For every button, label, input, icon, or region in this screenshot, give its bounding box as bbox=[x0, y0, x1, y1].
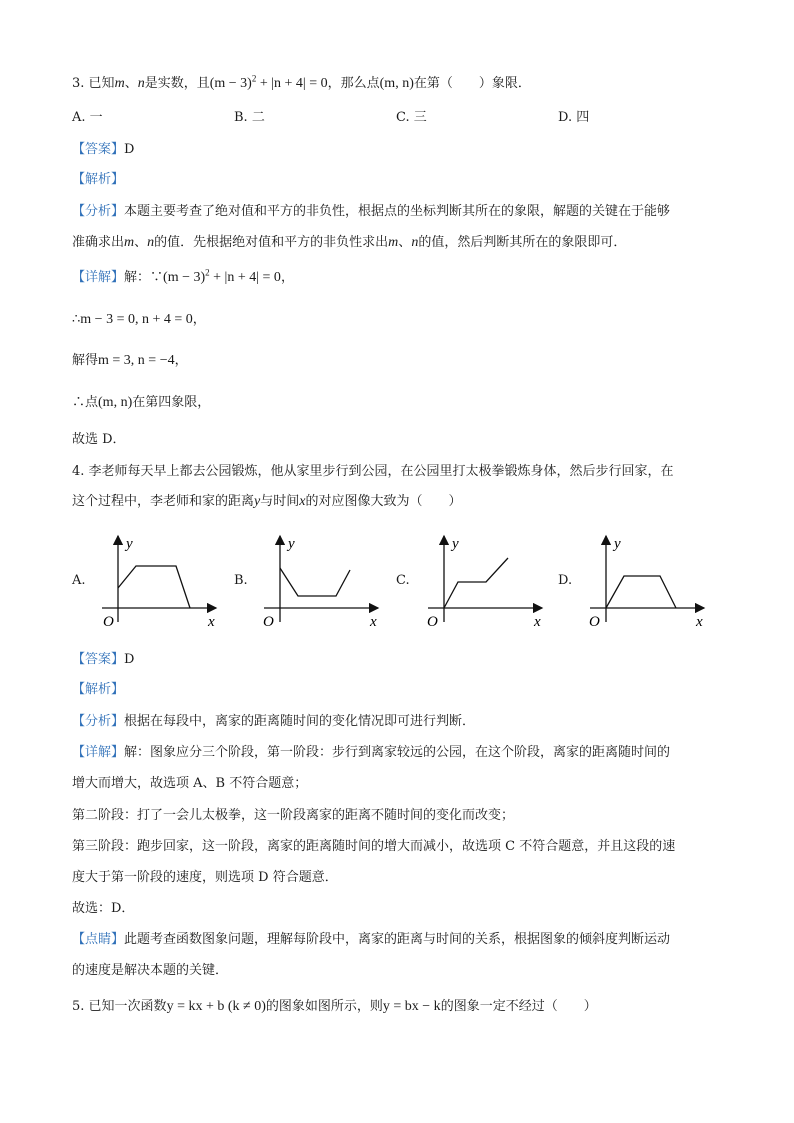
q4-stem-line-2: 这个过程中，李老师和家的距离y与时间x的对应图像大致为（ ） bbox=[72, 494, 462, 509]
q3-detail-line-3: 解得m = 3, n = −4， bbox=[72, 353, 188, 368]
q3-choose: 故选 D． bbox=[72, 432, 126, 447]
graph-a bbox=[98, 530, 228, 630]
graph-b-letter: B. bbox=[234, 573, 248, 588]
graph-c-letter: C. bbox=[396, 573, 410, 588]
q3-option-c: C. 三 bbox=[396, 110, 427, 125]
q4-choose: 故选：D． bbox=[72, 901, 135, 916]
graph-d-curve bbox=[606, 576, 676, 608]
q5-stem: 5. 已知一次函数y = kx + b (k ≠ 0)的图象如图所示，则y = bx − k的图象一定不经过（ ） bbox=[72, 999, 597, 1014]
graph-b-curve bbox=[280, 568, 350, 596]
graph-c-curve bbox=[444, 558, 508, 608]
q5-number: 5. bbox=[72, 999, 85, 1014]
q4-fenxi: 【分析】根据在每段中，离家的距离随时间的变化情况即可进行判断． bbox=[72, 714, 476, 729]
graph-b-x-label: x bbox=[370, 614, 377, 630]
q3-option-b: B. 二 bbox=[234, 110, 265, 125]
q3-analysis-heading: 【解析】 bbox=[72, 172, 125, 187]
q4-analysis-heading: 【解析】 bbox=[72, 682, 125, 697]
graph-c-y-label: y bbox=[452, 536, 459, 552]
graph-a-x-label: x bbox=[208, 614, 215, 630]
q4-answer: 【答案】D bbox=[72, 652, 135, 667]
q3-fenxi-line-2: 准确求出m、n的值．先根据绝对值和平方的非负性求出m、n的值，然后判断其所在的象限即可． bbox=[72, 235, 627, 250]
q3-number: 3. bbox=[72, 76, 85, 91]
graph-b bbox=[260, 530, 390, 630]
graph-d-y-label: y bbox=[614, 536, 621, 552]
q4-detail-line-5: 度大于第一阶段的速度，则选项 D 符合题意． bbox=[72, 870, 338, 885]
q3-option-d: D. 四 bbox=[558, 110, 590, 125]
q5-function-2: y = bx − k bbox=[382, 999, 441, 1014]
q3-option-a: A. 一 bbox=[72, 110, 103, 125]
q4-dianjing-line-1: 【点睛】此题考查函数图象问题，理解每阶段中，离家的距离与时间的关系，根据图象的倾斜度判断运动 bbox=[72, 932, 671, 947]
q5-function-1: y = kx + b (k ≠ 0) bbox=[166, 999, 266, 1014]
q3-detail-line-1: 【详解】解：∵(m − 3)$^2$ + |n + 4| = 0， bbox=[72, 267, 294, 285]
q3-stem: 3. 已知m、n是实数，且$(m - 3)^2 + |n + 4| = 0$，那么点(m, n)在第（ ）象限． bbox=[72, 73, 531, 91]
q4-detail-line-2: 增大而增大，故选项 A、B 不符合题意； bbox=[72, 776, 308, 791]
q3-detail-line-2: ∴m − 3 = 0, n + 4 = 0， bbox=[72, 312, 206, 327]
graph-d bbox=[586, 530, 716, 630]
graph-a-origin: O bbox=[103, 614, 114, 630]
graph-d-letter: D. bbox=[558, 573, 573, 588]
q4-detail-line-4: 第三阶段：跑步回家，这一阶段，离家的距离随时间的增大而减小，故选项 C 不符合题意，并且这段的速 bbox=[72, 839, 676, 854]
graph-a-letter: A. bbox=[72, 573, 86, 588]
q4-dianjing-line-2: 的速度是解决本题的关键． bbox=[72, 963, 229, 978]
q4-number: 4. bbox=[72, 464, 85, 479]
q4-detail-line-3: 第二阶段：打了一会儿太极拳，这一阶段离家的距离不随时间的变化而改变； bbox=[72, 808, 515, 823]
graph-c-x-label: x bbox=[534, 614, 541, 630]
q4-stem-line-1: 4. 李老师每天早上都去公园锻炼，他从家里步行到公园，在公园里打太极拳锻炼身体，然后步行回家，在 bbox=[72, 464, 674, 479]
graph-b-origin: O bbox=[263, 614, 274, 630]
graph-c bbox=[424, 530, 554, 630]
graph-d-origin: O bbox=[589, 614, 600, 630]
q3-equation: $(m - 3)^2 + |n + 4| = 0$ bbox=[209, 73, 328, 91]
graph-a-y-label: y bbox=[126, 536, 133, 552]
graph-c-origin: O bbox=[427, 614, 438, 630]
graph-b-y-label: y bbox=[288, 536, 295, 552]
q3-detail-line-4: ∴点(m, n)在第四象限， bbox=[72, 395, 211, 410]
graph-d-x-label: x bbox=[696, 614, 703, 630]
q3-fenxi-line-1: 【分析】本题主要考查了绝对值和平方的非负性，根据点的坐标判断其所在的象限，解题的关键在于能够 bbox=[72, 204, 671, 219]
graph-a-curve bbox=[118, 566, 190, 608]
q4-detail-line-1: 【详解】解：图象应分三个阶段，第一阶段：步行到离家较远的公园，在这个阶段，离家的距离随时间的 bbox=[72, 745, 671, 760]
q3-answer: 【答案】D bbox=[72, 142, 135, 157]
